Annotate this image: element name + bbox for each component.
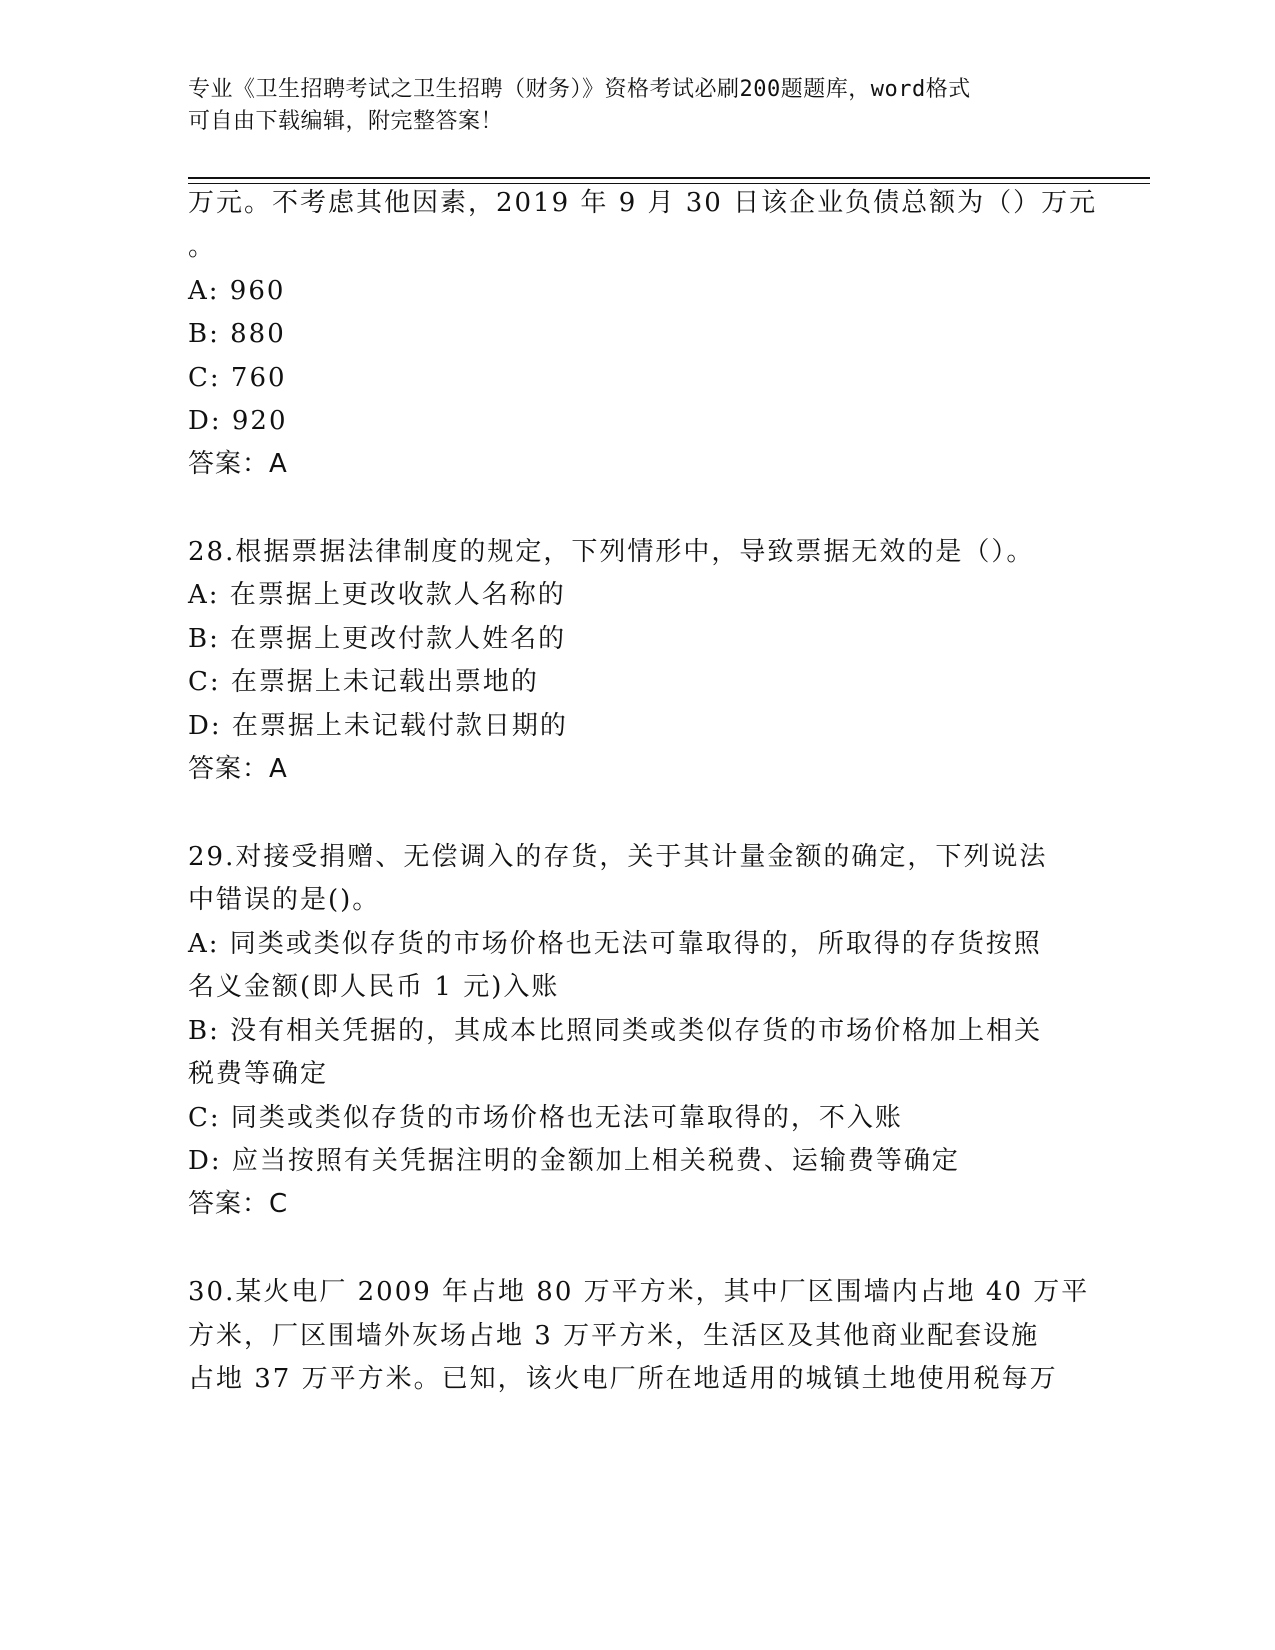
q30-stem-line-3: 占地 37 万平方米。已知，该火电厂所在地适用的城镇土地使用税每万 bbox=[188, 1364, 1058, 1394]
q29-stem-line-2: 中错误的是()。 bbox=[188, 885, 381, 915]
q29-option-d: D: 应当按照有关凭据注明的金额加上相关税费、运输费等确定 bbox=[188, 1146, 960, 1176]
q27-option-b: B: 880 bbox=[188, 319, 286, 349]
q27-stem-line-2: 。 bbox=[188, 232, 217, 262]
header-line-1: 专业《卫生招聘考试之卫生招聘（财务）》资格考试必刷200题题库，word格式 bbox=[188, 77, 971, 102]
header-rule-thick bbox=[188, 177, 1150, 179]
q28-option-c: C: 在票据上未记载出票地的 bbox=[188, 667, 539, 697]
q28-option-d: D: 在票据上未记载付款日期的 bbox=[188, 711, 568, 741]
q29-option-a-line-1: A: 同类或类似存货的市场价格也无法可靠取得的，所取得的存货按照 bbox=[188, 929, 1042, 959]
q27-option-a: A: 960 bbox=[188, 276, 286, 306]
q28-stem-line-1: 28.根据票据法律制度的规定，下列情形中，导致票据无效的是（）。 bbox=[188, 537, 1035, 567]
q29-option-c: C: 同类或类似存货的市场价格也无法可靠取得的，不入账 bbox=[188, 1103, 903, 1133]
q29-option-b-line-2: 税费等确定 bbox=[188, 1059, 329, 1089]
q28-option-b: B: 在票据上更改付款人姓名的 bbox=[188, 624, 567, 654]
q28-answer: 答案：A bbox=[188, 754, 288, 784]
q27-answer: 答案：A bbox=[188, 449, 288, 479]
q30-stem-line-1: 30.某火电厂 2009 年占地 80 万平方米，其中厂区围墙内占地 40 万平 bbox=[188, 1277, 1090, 1307]
q30-stem-line-2: 方米，厂区围墙外灰场占地 3 万平方米，生活区及其他商业配套设施 bbox=[188, 1321, 1040, 1351]
q28-option-a: A: 在票据上更改收款人名称的 bbox=[188, 580, 566, 610]
q29-option-b-line-1: B: 没有相关凭据的，其成本比照同类或类似存货的市场价格加上相关 bbox=[188, 1016, 1043, 1046]
q29-option-a-line-2: 名义金额(即人民币 1 元)入账 bbox=[188, 972, 560, 1002]
q27-option-c: C: 760 bbox=[188, 363, 287, 393]
q27-stem-line-1: 万元。不考虑其他因素，2019 年 9 月 30 日该企业负债总额为（）万元 bbox=[188, 188, 1098, 218]
header-line-2: 可自由下载编辑，附完整答案！ bbox=[188, 109, 504, 134]
q29-answer: 答案：C bbox=[188, 1189, 289, 1219]
document-header bbox=[188, 74, 1088, 138]
q29-stem-line-1: 29.对接受捐赠、无偿调入的存货，关于其计量金额的确定，下列说法 bbox=[188, 842, 1048, 872]
q27-option-d: D: 920 bbox=[188, 406, 288, 436]
header-rule-thin bbox=[188, 183, 1150, 184]
